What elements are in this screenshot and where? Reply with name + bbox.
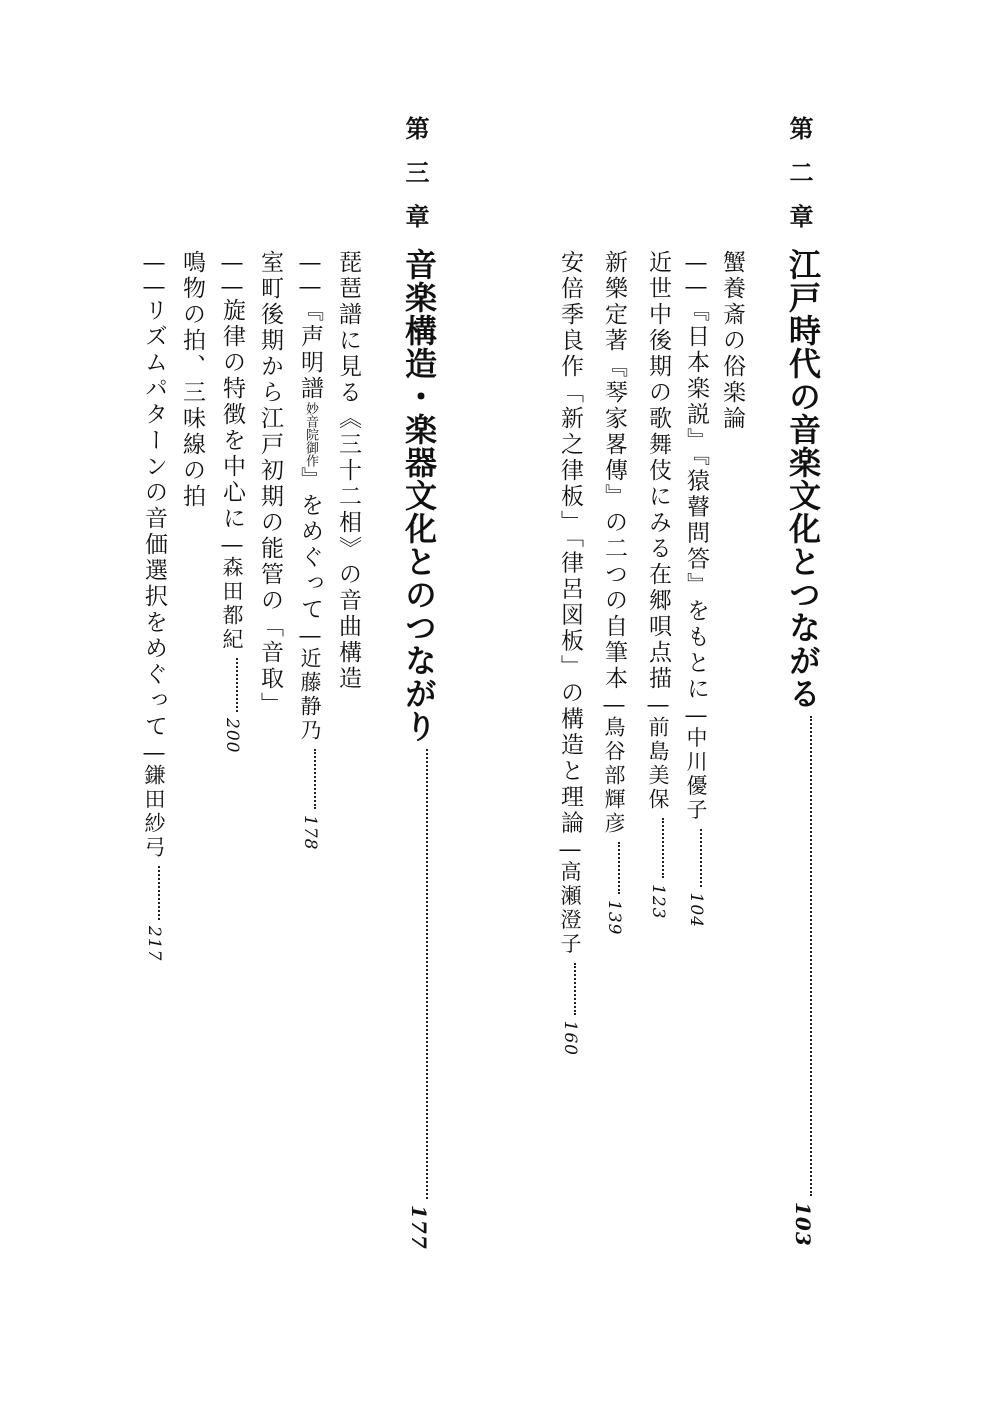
chapter-3-title: 音楽構造・楽器文化とのつながり [400, 248, 438, 743]
entry-author: 近藤静乃 [298, 647, 322, 743]
entry-title: 室町後期から江戸初期の能管の「音取」 [257, 250, 283, 718]
entry-page: 160 [560, 1020, 580, 1056]
dot-leader [810, 716, 814, 1196]
dot-leader [618, 842, 622, 894]
subtitle-dash: —— [141, 250, 167, 298]
entry-page: 178 [300, 815, 320, 851]
entry-author: 前島美保 [646, 716, 670, 812]
chapter-2-label: 第二章 [785, 116, 813, 248]
entry-title: 近世中後期の歌舞伎にみる在郷唄点描 [645, 250, 671, 692]
entry-author: 中川優子 [684, 726, 708, 823]
toc-entry-line[interactable] [332, 250, 365, 692]
chapter-3-page: 177 [407, 1205, 431, 1250]
author-dash: — [601, 692, 627, 716]
dot-leader [426, 749, 430, 1199]
toc-entry-line[interactable] [642, 250, 675, 919]
entry-subtitle: 『日本楽説』『猿瞽問答』をもとに [683, 298, 709, 703]
dot-leader [314, 749, 318, 809]
entry-subtitle: リズムパターンの音価選択をめぐって [141, 298, 167, 740]
entry-page: 104 [686, 892, 706, 928]
chapter-2-title: 江戸時代の音楽文化とつながる [784, 248, 822, 710]
entry-author: 鳥谷部輝彦 [602, 716, 626, 836]
entry-subtitle: 旋律の特徴を中心に [219, 298, 245, 532]
dot-leader [236, 658, 240, 712]
dot-leader [574, 963, 578, 1015]
entry-subtitle-small: 妙音院御作 [303, 402, 318, 467]
author-dash: — [219, 532, 245, 556]
entry-page: 200 [222, 718, 242, 754]
toc-entry-line[interactable] [216, 250, 249, 753]
subtitle-dash: —— [297, 250, 323, 298]
subtitle-dash: —— [219, 250, 245, 298]
subtitle-dash: —— [683, 250, 709, 298]
entry-subtitle: 『声明譜 [297, 298, 323, 402]
entry-title: 新樂定著『琴家畧傳』の二つの自筆本 [601, 250, 627, 692]
author-dash: — [141, 740, 167, 764]
dot-leader [700, 829, 704, 887]
entry-page: 139 [604, 900, 624, 936]
chapter-3-title-line[interactable] [396, 248, 442, 1250]
entry-title: 琵琶譜に見る《三十二相》の音曲構造 [335, 250, 361, 692]
chapter-2-page: 103 [791, 1202, 815, 1247]
entry-title: 鳴物の拍、三味線の拍 [179, 250, 205, 510]
toc-entry-line[interactable] [138, 250, 171, 961]
entry-title: 蟹養斎の俗楽論 [719, 250, 745, 432]
author-dash: — [645, 692, 671, 716]
author-dash: — [557, 836, 583, 861]
toc-entry-line[interactable] [716, 250, 749, 432]
author-dash: — [683, 702, 709, 727]
entry-subtitle: 』をめぐって [297, 467, 323, 623]
dot-leader [158, 866, 162, 920]
entry-title: 安倍季良作「新之律板」「律呂図板」の構造と理論 [557, 250, 583, 837]
entry-author: 高瀬澄子 [558, 860, 582, 957]
author-dash: — [297, 623, 323, 647]
toc-entry-line[interactable] [176, 250, 209, 510]
entry-page: 123 [648, 884, 668, 920]
chapter-3-label: 第三章 [401, 116, 429, 248]
toc-entry-line[interactable] [598, 250, 631, 935]
toc-entry-line[interactable] [554, 250, 587, 1056]
toc-entry-line[interactable] [254, 250, 287, 718]
chapter-2-title-line[interactable] [780, 248, 826, 1247]
toc-entry-line[interactable] [294, 250, 327, 850]
dot-leader [662, 818, 666, 878]
entry-author: 森田都紀 [220, 556, 244, 652]
entry-author: 鎌田紗弓 [142, 764, 166, 860]
toc-entry-line[interactable] [680, 250, 713, 928]
entry-page: 217 [144, 926, 164, 962]
